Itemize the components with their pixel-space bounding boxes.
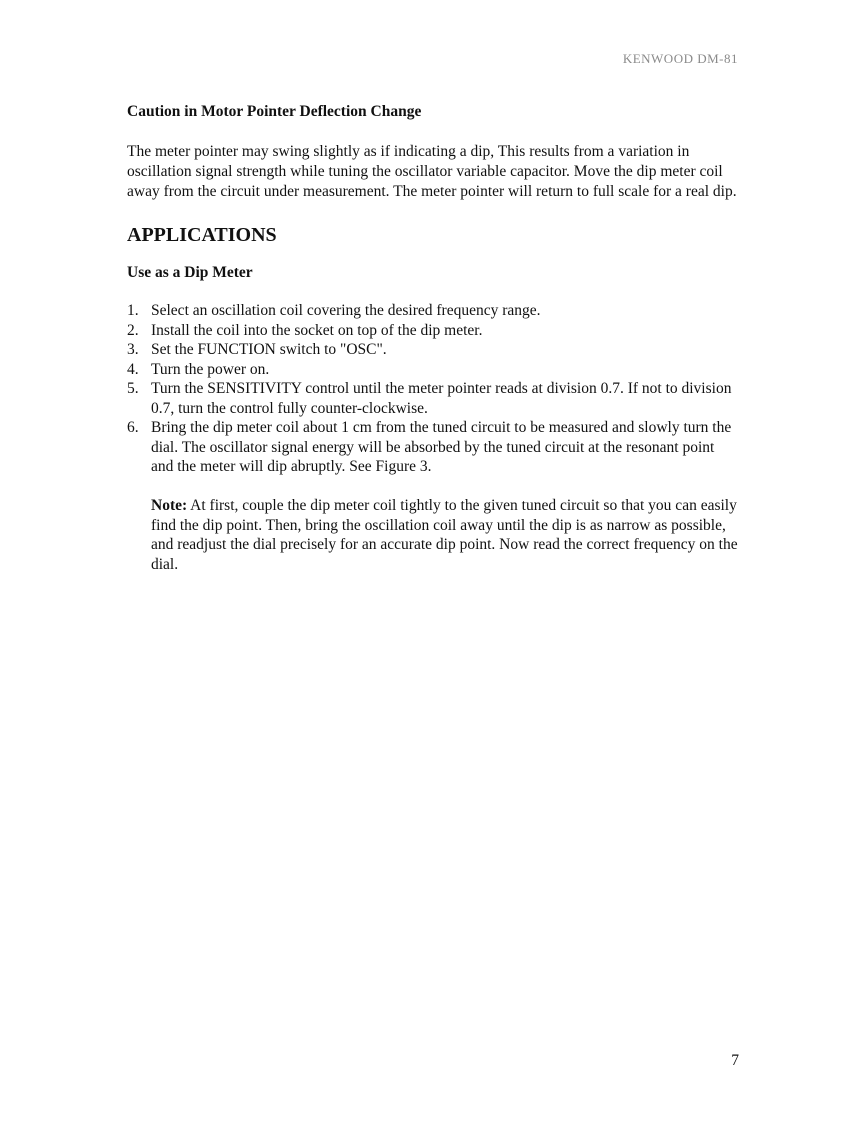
step-number: 3. [127,341,139,358]
caution-paragraph: The meter pointer may swing slightly as if indicating a dip, This results from a variation in oscillation signal strength while tuning the oscillator variable capacitor. Move the dip meter coil away from the circuit under measurement. The meter pointer will return to full scale for a real dip. [127,143,737,200]
step-item [127,340,739,360]
note-label: Note: [151,497,188,514]
step-item [127,418,739,477]
step-text: Install the coil into the socket on top of the dip meter. [151,321,483,339]
steps-list [127,301,739,477]
note-paragraph [151,496,739,574]
step-text: Bring the dip meter coil about 1 cm from the tuned circuit to be measured and slowly turn the dial. The oscillator signal energy will be absorbed by the tuned circuit at the resonant point and the meter will dip abruptly. See Figure 3. [151,419,732,475]
step-number: 2. [127,321,139,339]
step-item [127,379,739,418]
step-number: 5. [127,380,139,397]
page-content [127,102,739,590]
step-item [127,301,739,321]
dip-meter-subheading: Use as a Dip Meter [127,264,253,281]
running-header: KENWOOD DM-81 [622,51,738,66]
step-text: Turn the power on. [151,360,270,378]
step-item [127,360,739,380]
note-text: At first, couple the dip meter coil tightly to the given tuned circuit so that you can easily find the dip point. Then, bring the oscillation coil away until the dip is as narrow as possible, and readjust the dial precisely for an accurate dip point. Now read the correct frequency on the dial. [151,497,738,573]
step-number: 6. [127,419,139,436]
step-number: 1. [127,302,139,319]
applications-heading: APPLICATIONS [127,224,277,246]
step-item [127,321,739,341]
caution-heading: Caution in Motor Pointer Deflection Change [127,103,422,120]
step-text: Select an oscillation coil covering the desired frequency range. [151,302,541,319]
page-number: 7 [731,1052,739,1069]
step-text: Turn the SENSITIVITY control until the meter pointer reads at division 0.7. If not to division 0.7, turn the control fully counter-clockwise. [151,380,732,417]
step-number: 4. [127,360,139,378]
step-text: Set the FUNCTION switch to "OSC". [151,341,387,358]
